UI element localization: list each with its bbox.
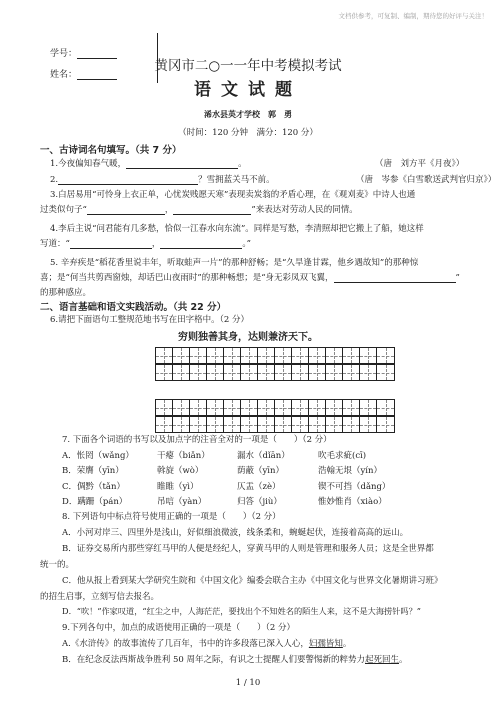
grid-cell[interactable] [292, 365, 309, 380]
grid-cell[interactable] [343, 348, 360, 363]
question-5-line-1: 5. 辛弃疾是“稻花香里说丰年，听取蛙声一片”的那种舒畅；是“久旱逢甘霖，他乡遇故知”的那种惊 [50, 258, 419, 268]
grid-cell[interactable] [224, 365, 241, 380]
grid-cell[interactable] [326, 348, 343, 363]
writing-grid-3[interactable] [155, 399, 395, 416]
grid-cell[interactable] [190, 365, 207, 380]
q7-option-d-word-1[interactable]: D．蹒跚（pán） [62, 497, 128, 507]
grid-cell[interactable] [377, 365, 394, 380]
q8-option-c-line-2: 的招生启事，立刻写信去报名。 [40, 592, 160, 602]
q4-text-c: 。” [242, 239, 251, 249]
q9-option-b[interactable] [62, 653, 408, 665]
q2-suffix: ？雪拥蓝关马不前。 [198, 175, 275, 185]
question-9-stem: 9.下列各句中，加点的成语使用正确的一项是（ ）（2 分） [62, 623, 295, 633]
q8-option-a[interactable]: A．小河对岸三、四里外是浅山，好似细浪微波，线条柔和，蜿蜒起伏，连接着高高的远山。 [62, 528, 409, 538]
question-4-line-2 [40, 237, 251, 249]
q9-a-text: A.《水浒传》的故事流传了几百年，书中的许多段落已深入人心， [62, 639, 309, 649]
grid-cell[interactable] [190, 417, 207, 432]
watermark: 文档供参考，可复制、编制，期待您的好评与关注！ [338, 12, 488, 20]
grid-cell[interactable] [343, 365, 360, 380]
grid-cell[interactable] [309, 348, 326, 363]
q5-text-a: 喜；是“何当共剪西窗烛，却话巴山夜雨时”的那种畅想；是“身无彩凤双飞翼， [40, 273, 334, 283]
author-line: 浠水县英才学校 郭 勇 [204, 110, 292, 119]
grid-cell[interactable] [224, 417, 241, 432]
grid-cell[interactable] [360, 417, 377, 432]
q9-b-idiom: 起死回生 [364, 655, 399, 665]
grid-cell[interactable] [241, 365, 258, 380]
section-2-title: 二、语言基础和语文实践活动。（共 22 分） [40, 302, 227, 313]
q9-option-a[interactable] [62, 637, 351, 649]
q8-option-b-line-2: 统一的。 [40, 560, 75, 570]
grid-cell[interactable] [156, 348, 173, 363]
q7-option-b-word-1[interactable]: B．荣膺（yīn） [62, 466, 124, 476]
q4-text-b: ， [151, 239, 161, 249]
grid-cell[interactable] [173, 400, 190, 415]
grid-cell[interactable] [360, 365, 377, 380]
section-1-title: 一、古诗词名句填写。（共 7 分） [40, 145, 182, 156]
q3-answer-blank-2[interactable] [173, 205, 251, 215]
page-title: 语文试题 [194, 80, 302, 100]
question-1 [50, 157, 247, 169]
question-5-line-2 [40, 271, 460, 283]
grid-cell[interactable] [156, 365, 173, 380]
question-3-line-2 [40, 203, 358, 215]
q3-text-c: ”来表达对劳动人民的同情。 [251, 205, 358, 215]
grid-cell[interactable] [309, 365, 326, 380]
question-7-stem: 7. 下面各个词语的书写以及加点字的注音全对的一项是（ ）（2 分） [62, 435, 332, 445]
grid-cell[interactable] [258, 348, 275, 363]
grid-cell[interactable] [173, 365, 190, 380]
grid-cell[interactable] [224, 348, 241, 363]
copy-text: 穷则独善其身，达则兼济天下。 [178, 332, 318, 343]
q7-option-d-word-4: 惟妙惟肖（xiào） [318, 497, 387, 507]
q8-option-c-line-1[interactable]: C．他从报上看到某大学研究生院和《中国文化》编委会联合主办《中国文化与世界文化暑期讲习班》 [62, 576, 443, 586]
q7-option-b-word-3: 荫蔽（yīn） [237, 466, 284, 476]
q7-option-a-word-2: 干瘪（biǎn） [157, 451, 210, 461]
exam-subtitle: 黄冈市二○一一年中考模拟考试 [154, 58, 342, 74]
grid-cell[interactable] [207, 417, 224, 432]
page-number: 1 / 10 [235, 678, 261, 688]
q7-option-c-word-2: 睢睢（yì） [157, 482, 199, 492]
q7-option-c-word-3: 仄盂（zè） [237, 482, 281, 492]
q2-source: （唐 岑参《白雪歌送武判官归京》） [356, 175, 496, 185]
q3-answer-blank-1[interactable] [87, 205, 165, 215]
q8-option-d[interactable]: D．“吹！”作家叹道，“红尘之中，人海茫茫，要找出个不知姓名的陌生人来，这不是大海捞针吗？” [62, 606, 421, 616]
q7-option-a-word-4: 吹毛求疵(cī) [318, 451, 367, 461]
grid-cell[interactable] [292, 417, 309, 432]
q2-prefix: 2. [50, 175, 59, 185]
grid-cell[interactable] [275, 365, 292, 380]
question-2 [50, 173, 275, 185]
grid-cell[interactable] [360, 348, 377, 363]
grid-cell[interactable] [377, 400, 394, 415]
grid-cell[interactable] [207, 365, 224, 380]
grid-cell[interactable] [292, 348, 309, 363]
grid-cell[interactable] [309, 400, 326, 415]
grid-cell[interactable] [241, 348, 258, 363]
grid-cell[interactable] [275, 417, 292, 432]
grid-cell[interactable] [275, 400, 292, 415]
question-8-stem: 8. 下列语句中标点符号使用正确的一项是（ ）（2 分） [62, 512, 281, 522]
q4-answer-blank-2[interactable] [160, 239, 242, 249]
grid-cell[interactable] [241, 400, 258, 415]
grid-cell[interactable] [343, 400, 360, 415]
writing-grid-2[interactable] [155, 364, 395, 381]
grid-cell[interactable] [292, 400, 309, 415]
q3-text-b: ， [164, 205, 174, 215]
grid-cell[interactable] [258, 365, 275, 380]
grid-cell[interactable] [326, 365, 343, 380]
question-5-line-3: 的那种感应。 [40, 288, 92, 298]
q3-text-a: 过类似句子“ [40, 205, 87, 215]
q7-option-a-word-1[interactable]: A．怅罔（wǎng） [62, 451, 134, 461]
grid-cell[interactable] [258, 400, 275, 415]
student-number-label: 学号： [50, 49, 78, 59]
q4-text-a: 写道：“ [40, 239, 70, 249]
grid-cell[interactable] [156, 400, 173, 415]
grid-cell[interactable] [258, 417, 275, 432]
grid-cell[interactable] [360, 400, 377, 415]
grid-cell[interactable] [326, 400, 343, 415]
q7-option-d-word-2: 吊唁（yàn） [157, 497, 207, 507]
q1-source: （唐 刘方平《月夜》） [375, 159, 465, 169]
q9-a-end: 。 [342, 639, 352, 649]
grid-cell[interactable] [156, 417, 173, 432]
q7-option-c-word-1[interactable]: C．倜黔（tǎn） [62, 482, 125, 492]
grid-cell[interactable] [207, 400, 224, 415]
grid-cell[interactable] [326, 417, 343, 432]
q7-option-a-word-3: 漏水（dǐān） [237, 451, 290, 461]
grid-cell[interactable] [377, 348, 394, 363]
grid-cell[interactable] [190, 348, 207, 363]
grid-cell[interactable] [224, 400, 241, 415]
q9-a-idiom: 妇孺皆知 [308, 639, 343, 649]
question-4-line-1: 4.李后主说“问君能有几多愁，恰似一江春水向东流”。同样是写愁，李清照却把它搬上了船，她这样 [50, 224, 424, 234]
q7-option-d-word-3: 归答（jiù） [237, 497, 282, 507]
writing-grid-4[interactable] [155, 416, 395, 433]
q9-b-text: B．在纪念反法西斯战争胜利 50 周年之际，有识之士提醒人们要警惕新的粹势力 [62, 655, 365, 665]
time-info: （时间：120 分钟 满分：120 分） [178, 128, 318, 138]
question-6: 6.请把下面语句工整规范地书写在田字格中。（2 分） [50, 315, 249, 325]
q8-option-b-line-1[interactable]: B．证券交易所内那些穿红马甲的人便是经纪人，穿黄马甲的人则是管理和服务人员；这是全世界都 [62, 544, 434, 554]
grid-cell[interactable] [241, 417, 258, 432]
writing-grid-1[interactable] [155, 347, 395, 364]
grid-cell[interactable] [377, 417, 394, 432]
q1-answer-blank[interactable] [126, 159, 238, 169]
q7-option-b-word-2: 斡旋（wò） [157, 466, 204, 476]
q2-answer-blank[interactable] [58, 175, 198, 185]
q7-option-c-word-4: 锲不可挡（dǎng） [318, 482, 391, 492]
q4-answer-blank-1[interactable] [70, 239, 152, 249]
q9-b-end: 。 [399, 655, 408, 665]
grid-cell[interactable] [309, 417, 326, 432]
grid-cell[interactable] [275, 348, 292, 363]
q5-answer-blank[interactable] [334, 273, 456, 283]
grid-cell[interactable] [173, 417, 190, 432]
q1-suffix: 。 [238, 159, 247, 169]
grid-cell[interactable] [173, 348, 190, 363]
grid-cell[interactable] [190, 400, 207, 415]
question-3-line-1: 3.白居易用“可怜身上衣正单，心忧炭贱愿天寒”表现卖炭翁的矛盾心理，在《观刈麦》中诗人也通 [50, 190, 416, 200]
q5-text-b: ” [455, 273, 460, 283]
q7-option-b-word-4: 浩翰无垠（yín） [318, 466, 382, 476]
name-label: 姓名： [50, 70, 78, 80]
q1-prefix: 1.今夜偏知春气暖， [50, 159, 127, 169]
grid-cell[interactable] [343, 417, 360, 432]
grid-cell[interactable] [207, 348, 224, 363]
